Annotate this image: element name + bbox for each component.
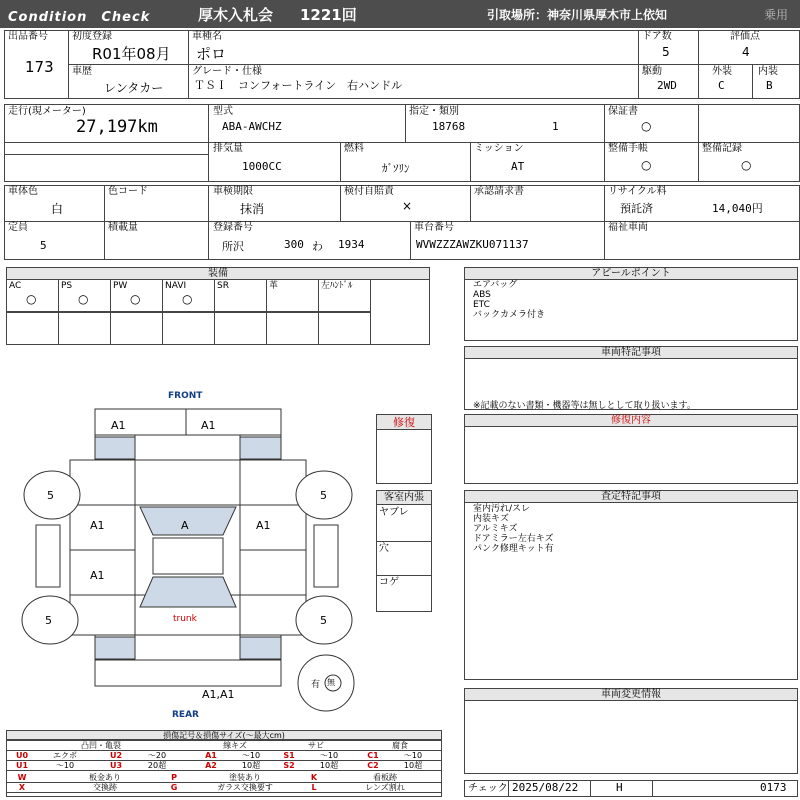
legend-code: X (18, 783, 26, 792)
equipment-item (162, 279, 215, 312)
doors-label: ドア数 (642, 31, 672, 42)
plate-class: 300 (284, 238, 304, 251)
repair-label: 修復 (377, 415, 431, 430)
lot-number: 173 (25, 58, 54, 76)
appeal-title: アピールポイント (465, 268, 797, 280)
appeal-item: エアバッグ (473, 280, 518, 290)
equipment-item (6, 279, 59, 312)
warranty-label: 保証書 (608, 106, 638, 117)
equipment-item-label: 革 (269, 281, 279, 291)
recycle-status: 預託済 (620, 202, 653, 215)
grade-spec-label: グレード・仕様 (192, 66, 262, 77)
welfare-label: 福祉車両 (608, 222, 648, 233)
legend-desc: 看板跡 (373, 773, 397, 782)
legend-code: U1 (15, 761, 29, 770)
recycle-label: リサイクル料 (608, 186, 667, 197)
equipment-item (214, 279, 267, 312)
assessment-item: ドアミラー左右キズ (473, 534, 554, 544)
approval-label: 承認請求書 (474, 186, 524, 197)
equipment-item (318, 279, 371, 312)
service-book-value: ○ (641, 158, 652, 172)
header-condition-check: Condition Check (8, 10, 151, 25)
check-date: 2025/08/22 (512, 781, 579, 794)
model-name: ポロ (196, 45, 227, 63)
category-number: 1 (552, 120, 559, 133)
equipment-item-label: 左ﾊﾝﾄﾞﾙ (321, 281, 353, 291)
tire-rear-right: 5 (320, 614, 327, 627)
legend-code: U3 (109, 761, 123, 770)
equipment-item (266, 279, 319, 312)
grade-score-label: 評価点 (730, 31, 760, 42)
legend-desc: 交換跡 (93, 783, 117, 792)
model-type: ABA-AWCHZ (222, 120, 282, 133)
equipment-empty-cell (266, 312, 319, 345)
change-info-title: 車両変更情報 (465, 689, 797, 701)
check-number: 0173 (760, 781, 787, 794)
equipment-item-value: ○ (78, 292, 89, 306)
legend-code: S2 (283, 761, 295, 770)
cabin-item-tear: ヤブレ (379, 507, 409, 518)
mark-left-rear-door: A1 (90, 569, 105, 582)
equipment-item (58, 279, 111, 312)
special-notes-section (464, 346, 798, 410)
inspection-expiry: 抹消 (240, 202, 265, 216)
legend-code: U2 (109, 751, 123, 760)
appeal-item: ETC (473, 300, 490, 310)
appeal-item: バックカメラ付き (473, 310, 546, 320)
capacity-label: 定員 (8, 222, 28, 233)
mark-rear-bumper: A1,A1 (202, 688, 235, 701)
special-notes-disclaimer: ※記載のない書類・機器等は無しとして取り扱います。 (473, 401, 696, 411)
legend-code: G (170, 783, 178, 792)
service-book-label: 整備手帳 (608, 143, 648, 154)
plate-area: 所沢 (222, 240, 244, 253)
designation-number: 18768 (432, 120, 466, 133)
lot-number-label: 出品番号 (8, 31, 48, 42)
header-bar (0, 0, 800, 28)
history-label: 車歴 (72, 66, 92, 77)
mark-front-left: A1 (111, 419, 126, 432)
equipment-empty-cell (214, 312, 267, 345)
tire-rear-left: 5 (45, 614, 52, 627)
header-auction-name: 厚木入札会 (198, 6, 274, 24)
appeal-section (464, 267, 798, 341)
capacity: 5 (40, 239, 47, 252)
model-name-label: 車種名 (192, 31, 222, 42)
drive: 2WD (657, 79, 677, 92)
plate-number: 1934 (338, 238, 365, 251)
diagram-rear-label: REAR (172, 710, 199, 720)
cabin-item-hole: 穴 (379, 543, 389, 554)
repair-content-title: 修復内容 (465, 415, 797, 427)
spare-tire-mark: 無 (327, 678, 335, 687)
legend-code: C2 (367, 761, 379, 770)
legend-desc: 〜10 (241, 751, 261, 760)
recycle-fee: 14,040円 (712, 202, 763, 215)
cabin-interior-label: 客室内張 (377, 491, 431, 505)
appeal-item: ABS (473, 290, 491, 300)
grade-spec: ＴＳＩ コンフォートライン 右ハンドル (194, 79, 403, 92)
assessment-item: アルミキズ (473, 524, 518, 534)
diagram-trunk-label: trunk (173, 614, 197, 624)
legend-code: K (310, 773, 318, 782)
repair-content-section (464, 414, 798, 484)
doors-count: 5 (662, 45, 670, 59)
equipment-item-label: AC (9, 281, 22, 291)
color-code-label: 色コード (108, 186, 148, 197)
displacement-label: 排気量 (213, 143, 243, 154)
legend-group-rust: サビ (308, 741, 324, 750)
legend-desc: 〜10 (319, 751, 339, 760)
transmission-label: ミッション (474, 143, 524, 154)
legend-code: P (171, 773, 177, 782)
service-record-label: 整備記録 (702, 143, 742, 154)
legend-desc: レンズ割れ (365, 783, 405, 792)
check-grade: H (616, 781, 623, 794)
plate-kana: わ (312, 240, 323, 253)
equipment-empty-cell (318, 312, 371, 345)
legend-group-scratch: 線キズ (223, 741, 247, 750)
legend-desc: 塗装あり (229, 773, 261, 782)
equipment-item (110, 279, 163, 312)
equipment-item-value: ○ (182, 292, 193, 306)
legend-desc: エクボ (53, 751, 77, 760)
legend-desc: 〜10 (403, 751, 423, 760)
equipment-title: 装備 (7, 268, 429, 280)
spare-tire-label: 有 (311, 680, 321, 690)
mark-right-front-door: A1 (256, 519, 271, 532)
legend-code: A2 (205, 761, 217, 770)
chassis-number: WVWZZZAWZKU071137 (416, 238, 529, 251)
model-type-label: 型式 (213, 106, 233, 117)
equipment-empty-cell (58, 312, 111, 345)
mileage: 27,197km (76, 117, 158, 137)
inspection-label: 車検期限 (213, 186, 253, 197)
exterior-grade: C (718, 79, 725, 92)
legend-desc: 〜10 (55, 761, 75, 770)
interior-grade: B (766, 79, 773, 92)
cabin-interior-box (376, 490, 432, 612)
check-label: チェック (468, 783, 508, 794)
legend-code: A1 (205, 751, 217, 760)
assessment-item: 内装キズ (473, 514, 509, 524)
equipment-item-value: ○ (26, 292, 37, 306)
equipment-empty-cell (110, 312, 163, 345)
equipment-item-label: PW (113, 281, 128, 291)
legend-code: L (311, 783, 317, 792)
designation-label: 指定・類別 (409, 106, 459, 117)
mileage-label: 走行(現メーター) (8, 106, 86, 117)
equipment-empty-cell (162, 312, 215, 345)
history: レンタカー (104, 81, 164, 95)
fuel: ｶﾞｿﾘﾝ (382, 162, 410, 175)
header-usage: 乗用 (764, 8, 789, 22)
legend-desc: 10超 (241, 761, 261, 770)
mark-front-right: A1 (201, 419, 216, 432)
equipment-item-label: NAVI (165, 281, 187, 291)
interior-label: 内装 (758, 66, 778, 77)
legend-title: 損傷記号＆損傷サイズ(〜最大cm) (7, 731, 441, 740)
equipment-item-value: ○ (130, 292, 141, 306)
plate-label: 登録番号 (213, 222, 253, 233)
assessment-section (464, 490, 798, 680)
legend-desc: 10超 (319, 761, 339, 770)
transmission: AT (511, 160, 525, 173)
special-notes-title: 車両特記事項 (465, 347, 797, 359)
grade-score: 4 (742, 45, 750, 59)
legend-desc: 10超 (403, 761, 423, 770)
fuel-label: 燃料 (344, 143, 364, 154)
legend-desc: 20超 (147, 761, 167, 770)
load-capacity-label: 積載量 (108, 222, 138, 233)
equipment-item-label: PS (61, 281, 73, 291)
header-pickup-location: 引取場所：神奈川県厚木市上依知 (487, 8, 668, 22)
tire-front-left: 5 (47, 489, 54, 502)
legend-group-dent: 凸凹・亀裂 (81, 741, 121, 750)
legend-code: S1 (283, 751, 295, 760)
body-color-label: 車体色 (8, 186, 38, 197)
assessment-item: 室内汚れ/スレ (473, 504, 531, 514)
legend-code: W (17, 773, 27, 782)
exterior-label: 外装 (712, 66, 732, 77)
legend-desc: 板金あり (89, 773, 121, 782)
mark-hood: A (181, 519, 189, 532)
header-session: 1221回 (300, 6, 357, 24)
service-record-value: ○ (741, 158, 752, 172)
assessment-item: パンク修理キット有 (473, 544, 554, 554)
first-registration-label: 初度登録 (72, 31, 112, 42)
equipment-empty-cell (6, 312, 59, 345)
warranty-value: ○ (641, 119, 652, 133)
legend-desc: 〜20 (147, 751, 167, 760)
change-info-section (464, 688, 798, 774)
equipment-item-label: SR (217, 281, 229, 291)
assessment-list (473, 504, 554, 554)
drive-label: 駆動 (642, 66, 662, 77)
legend-code: U0 (15, 751, 29, 760)
insurance-value: × (402, 199, 413, 213)
insurance-label: 検付自賠責 (344, 186, 394, 197)
body-color: 白 (51, 202, 64, 216)
displacement: 1000CC (242, 160, 282, 173)
assessment-title: 査定特記事項 (465, 491, 797, 503)
tire-front-right: 5 (320, 489, 327, 502)
repair-box (376, 414, 432, 484)
chassis-label: 車台番号 (414, 222, 454, 233)
legend-code: C1 (367, 751, 379, 760)
first-registration: R01年08月 (92, 45, 171, 63)
mark-left-front-door: A1 (90, 519, 105, 532)
legend-desc: ガラス交換要す (217, 783, 273, 792)
appeal-list (473, 280, 545, 320)
legend-group-corrosion: 腐食 (392, 741, 408, 750)
cabin-item-burn: コゲ (379, 577, 399, 588)
diagram-front-label: FRONT (168, 391, 203, 401)
